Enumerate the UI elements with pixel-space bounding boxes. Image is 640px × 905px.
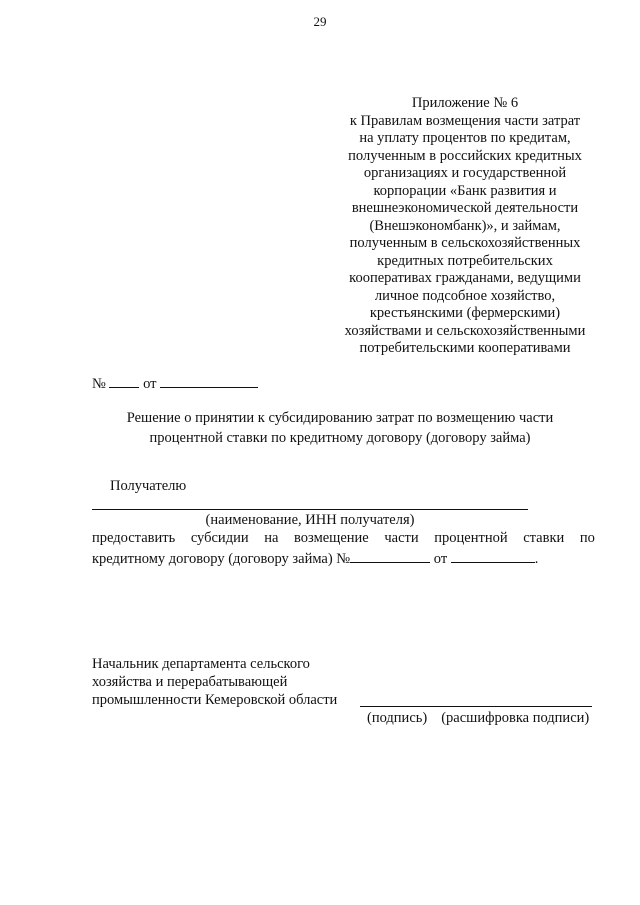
body-line bbox=[92, 548, 595, 569]
date-blank bbox=[160, 373, 258, 388]
decision-body bbox=[92, 528, 595, 569]
appendix-line: Приложение № 6 bbox=[411, 95, 519, 111]
body-word: части bbox=[384, 530, 419, 546]
date-label: от bbox=[143, 376, 157, 392]
body-word: возмещение bbox=[294, 530, 369, 546]
appendix-line: кредитных потребительских bbox=[377, 252, 553, 269]
body-word: по bbox=[579, 530, 595, 546]
appendix-line: организациях и государственной bbox=[363, 165, 567, 181]
appendix-line: (Внешэкономбанк)», и займам, bbox=[369, 217, 561, 234]
signatory-line: хозяйства и перерабатывающей bbox=[92, 674, 288, 690]
recipient-blank-line bbox=[92, 509, 528, 510]
appendix-line: на уплату процентов по кредитам, bbox=[359, 130, 571, 146]
title-line: Решение о принятии к субсидированию затрат по возмещению части bbox=[126, 410, 554, 426]
recipient-label: Получателю bbox=[110, 478, 187, 494]
body-text-end: . bbox=[534, 551, 539, 567]
body-word: субсидии bbox=[190, 530, 249, 546]
appendix-line: потребительскими кооперативами bbox=[359, 340, 571, 356]
appendix-line: корпорации «Банк развития и bbox=[373, 182, 557, 199]
appendix-line: хозяйствами и сельскохозяйственными bbox=[344, 322, 586, 339]
appendix-line: внешнеэкономической деятельности bbox=[351, 200, 579, 216]
appendix-line: полученным в российских кредитных bbox=[348, 147, 582, 164]
appendix-line: личное подсобное хозяйство, bbox=[374, 287, 556, 304]
recipient-caption: (наименование, ИНН получателя) bbox=[205, 512, 415, 528]
transcript-caption-label: (расшифровка подписи) bbox=[441, 710, 590, 726]
body-line bbox=[92, 528, 595, 548]
number-label: № bbox=[92, 376, 106, 392]
signature-blank-line bbox=[360, 706, 592, 707]
appendix-line: кооперативах гражданами, ведущими bbox=[349, 270, 581, 286]
agreement-number-blank bbox=[350, 548, 430, 563]
appendix-line: полученным в сельскохозяйственных bbox=[349, 235, 581, 251]
agreement-date-blank bbox=[451, 548, 535, 563]
body-word: процентной bbox=[434, 530, 508, 546]
body-word: ставки bbox=[523, 530, 565, 546]
body-from-label: от bbox=[433, 551, 448, 567]
signature-caption-label: (подпись) bbox=[367, 710, 428, 726]
title-line: процентной ставки по кредитному договору (договору займа) bbox=[149, 430, 531, 446]
appendix-line: к Правилам возмещения части затрат bbox=[349, 112, 581, 129]
appendix-header bbox=[330, 95, 600, 358]
signatory-line: Начальник департамента сельского bbox=[92, 656, 310, 672]
signature-caption bbox=[367, 710, 589, 727]
body-text-start: кредитному договору (договору займа) № bbox=[92, 551, 351, 567]
number-blank bbox=[109, 373, 139, 388]
signatory-block bbox=[92, 655, 337, 709]
decision-title bbox=[80, 408, 600, 448]
body-word: предоставить bbox=[92, 530, 176, 546]
document-number-date bbox=[92, 373, 258, 393]
signatory-line: промышленности Кемеровской области bbox=[92, 692, 338, 708]
body-word: на bbox=[264, 530, 279, 546]
appendix-line: крестьянскими (фермерскими) bbox=[369, 305, 561, 321]
page-number: 29 bbox=[313, 14, 327, 29]
